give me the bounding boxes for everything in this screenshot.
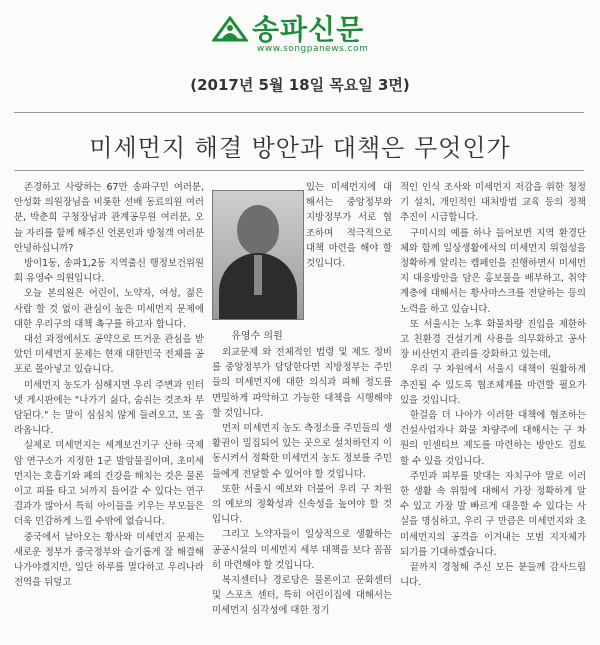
paragraph: 오늘 본의원은 어린이, 노약자, 여성, 젊은 사람 할 것 없이 관심이 높은 미세먼지 문제에 대한 우리구의 대책 촉구를 하고자 합니다. (14, 288, 204, 330)
paragraph: 미세먼지 농도가 심해지면 우리 주변과 인터넷 게시판에는 "나가기 싫다, 숨쉬는 것조차 부담된다." 는 말이 심심치 않게 들려오고, 또 올라옵니다. (14, 379, 204, 437)
paragraph: 대선 과정에서도 공약으로 뜨거운 관심을 받았던 미세먼지 문제는 현재 대한민국 전체를 공포로 몰아넣고 있습니다. (14, 334, 204, 376)
paragraph: 우리 구 차원에서 서울시 대책이 원활하게 추진될 수 있도록 협조체계를 마련할 필요가 있을 것입니다. (400, 364, 586, 406)
newspaper-url: www.songpanews.com (257, 44, 369, 54)
paragraph: 구미시의 예를 하나 들어보면 지역 환경단체와 함께 일상생활에서의 미세먼지 위험성을 정확하게 알리는 캠페인을 진행하면서 미세먼지 대응방안을 담은 홍보물을 배부하고, 취약계층에 대해서는 황사마스크를 전달하는 등의 노력을 하고 있습니다. (400, 227, 586, 315)
paragraph: 있는 미세먼지에 대해서는 중앙정부와 지방정부가 서로 협조하며 적극적으로 대책 마련을 해야 할 것입니다. (306, 182, 392, 270)
article-column-3 (400, 180, 586, 590)
article-column-2 (212, 345, 392, 619)
article-column-1 (14, 180, 204, 590)
paragraph: 실제로 미세먼지는 세계보건기구 산하 국제 암 연구소가 지정한 1군 발암물질이며, 초미세먼지는 호흡기와 폐의 건강을 해치는 것은 물론이고 피를 타고 뇌까지 들어갈 수 있다는 연구 결과가 많아서 특히 아이들을 키우는 부모들은 더욱 민감하게 느낄 수밖에 없습니다. (14, 440, 204, 528)
divider (14, 170, 584, 171)
paragraph: 외교문제 와 전체적인 법령 및 제도 정비를 중앙정부가 담당한다면 지방정부는 주민들의 미세먼지에 대한 의식과 피해 정도를 면밀하게 파악하고 가능한 대책을 시행해야 할 것입니다. (212, 347, 392, 419)
photo-caption: 유영수 의원 (231, 331, 283, 342)
paragraph: 먼저 미세먼지 농도 측정소를 주민들의 생활권이 밀집되어 있는 곳으로 설치하던지 이동시켜서 정확한 미세먼지 농도 정보를 주민들에게 전달할 수 있어야 할 것입니다. (212, 423, 392, 480)
paragraph: 또 서울시는 노후 화물차량 진입을 제한하고 친환경 건설기계 사용을 의무화하고 공사장 비산먼지 관리를 강화하고 있는데, (400, 318, 586, 361)
paragraph: 방이1동, 송파1,2동 지역출신 행정보건위원회 유영수 의원입니다. (14, 258, 204, 285)
paragraph: 또한 서울시 예보와 더불어 우리 구 차원의 예보의 정확성과 신속성을 높여야 할 것입니다. (212, 483, 392, 526)
masthead (0, 4, 600, 64)
dateline: (2017년 5월 18일 목요일 3면) (190, 76, 410, 94)
paragraph: 주민과 피부를 맞대는 자치구야 말로 이러한 생활 속 위험에 대해서 가장 정확하게 알 수 있고 가장 발 빠르게 대응할 수 있다는 사실을 명심하고, 우리 구 만큼은 미세먼지와 초미세먼지의 공격을 이겨내는 모범 지자체가 되기를 기대하겠습니다. (400, 470, 586, 558)
paragraph: 복지센터나 경로당은 물론이고 문화센터 및 스포츠 센터, 특히 어린이집에 대해서는 미세먼지 심각성에 대한 정기 (212, 575, 392, 617)
songpa-logo-icon (212, 14, 248, 44)
paragraph: 중국에서 날아오는 황사와 미세먼지 문제는 새로운 정부가 중국정부와 슬기롭게 잘 해결해 나가야겠지만, 일단 하루를 멀다하고 우리나라 전역을 뒤덮고 (14, 531, 204, 589)
divider (14, 112, 584, 113)
author-photo (212, 190, 304, 320)
paragraph: 존경하고 사랑하는 67만 송파구민 여러분, 안성화 의원장님을 비롯한 선배 동료의원 여러분, 박춘희 구청장님과 관계공무원 여러분, 오늘 자리를 함께 해주신 언론인과 방청객 여러분 안녕하십니까? (14, 182, 204, 254)
article-column-2-top (306, 180, 392, 271)
paragraph: 그리고 노약자들이 일상적으로 생활하는 공공시설의 미세먼지 세부 대책을 보다 꼼꼼히 마련해야 할 것입니다. (212, 529, 392, 571)
paragraph: 한걸음 더 나아가 이러한 대책에 협조하는 건설사업자나 화물 차량주에 대해서는 구 차원의 인센티브 제도를 마련하는 방안도 검토할 수 있을 것입니다. (400, 410, 586, 467)
newspaper-name: 송파신문 (252, 13, 365, 46)
paragraph: 적인 인식 조사와 미세먼지 저감을 위한 청정기 설치, 개인적인 대처방법 교육 등의 정책 추진이 시급합니다. (400, 182, 586, 224)
headline: 미세먼지 해결 방안과 대책은 무엇인가 (89, 134, 511, 162)
paragraph: 끝까지 경청해 주신 모든 분들께 감사드립니다. (400, 562, 586, 589)
